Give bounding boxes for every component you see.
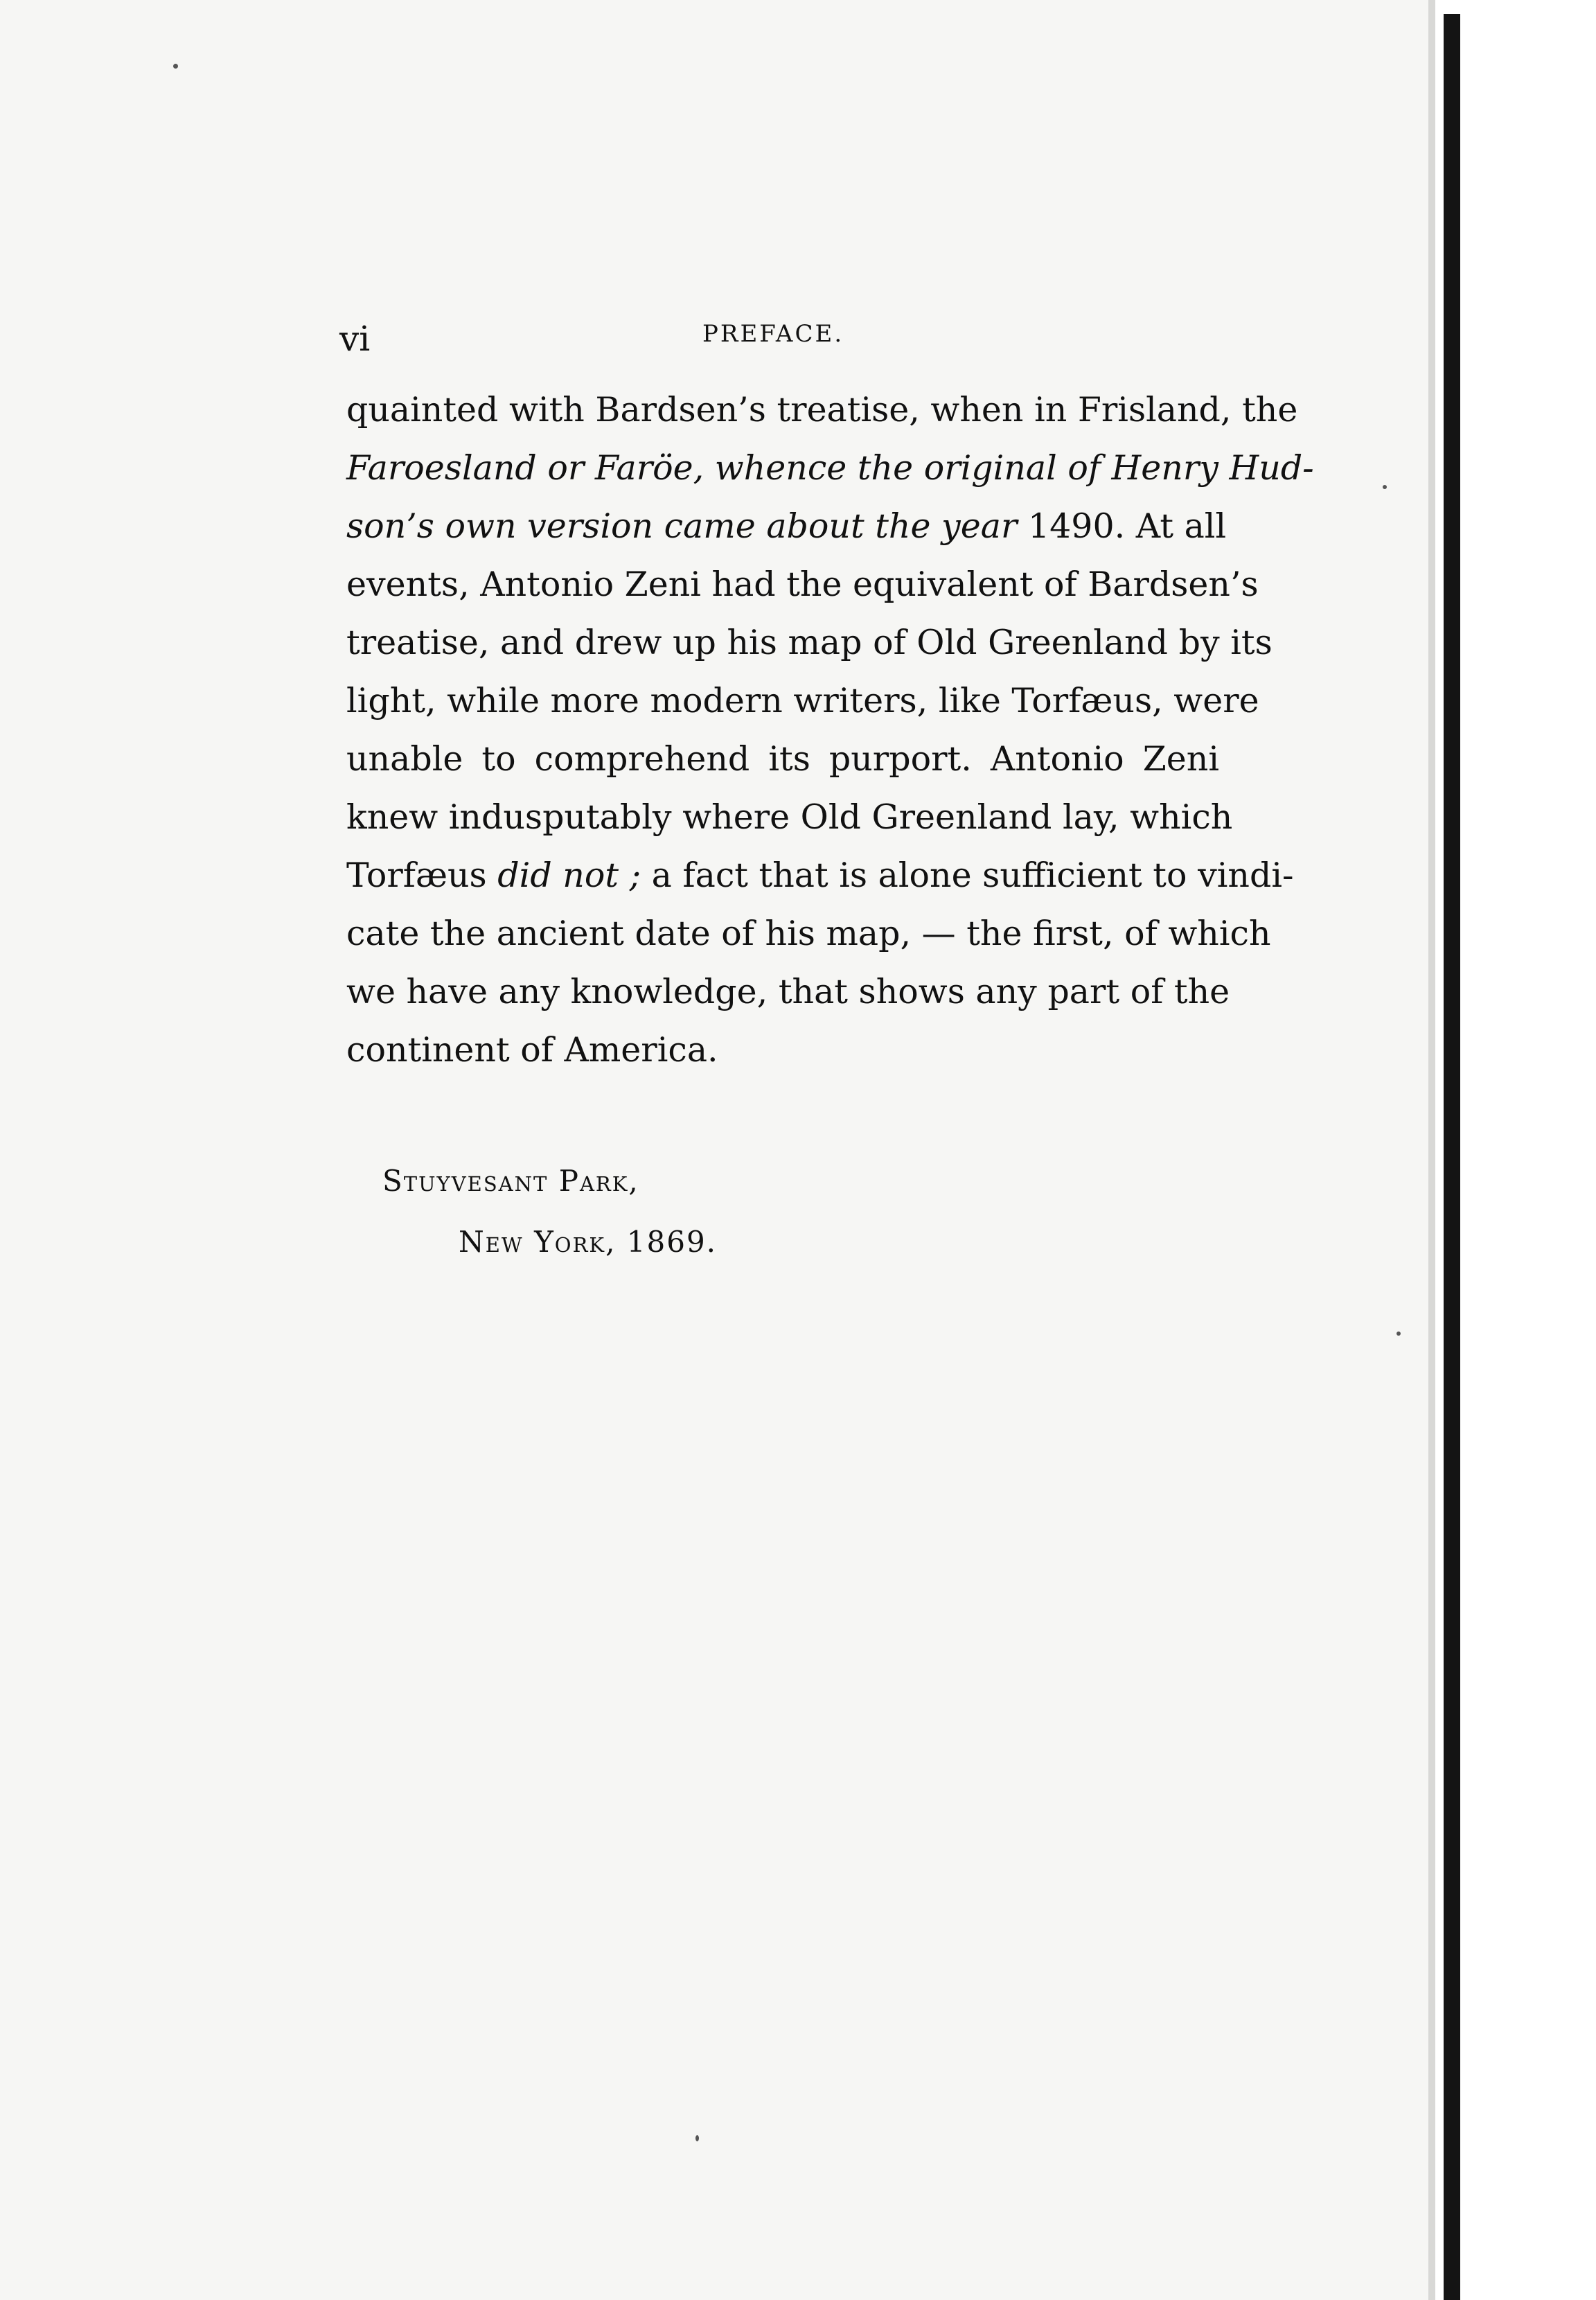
text-line	[346, 905, 1271, 963]
text-span: we have any knowledge, that shows any part of the	[346, 972, 1230, 1011]
text-line	[346, 381, 1298, 439]
text-line	[346, 614, 1273, 672]
text-span: knew indusputably where Old Greenland lay, which	[346, 797, 1233, 837]
text-line	[346, 497, 1227, 556]
ink-speck	[173, 64, 178, 69]
binding-shadow	[1444, 14, 1460, 2300]
preface-paragraph	[346, 381, 1314, 1079]
running-head	[339, 305, 1219, 381]
text-line	[346, 439, 1314, 497]
signature-block	[382, 1164, 717, 1259]
text-span: treatise, and drew up his map of Old Greenland by its	[346, 623, 1273, 662]
text-span: 1490. At all	[1017, 506, 1227, 546]
text-span: Torfæus	[346, 856, 498, 895]
text-line	[346, 788, 1233, 847]
text-span: continent of America.	[346, 1030, 718, 1070]
ink-speck	[1383, 485, 1387, 489]
text-span: cate the ancient date of his map, — the first, of which	[346, 914, 1271, 953]
italic-span: did not ;	[497, 856, 641, 895]
text-line	[346, 963, 1230, 1021]
page-number: vi	[339, 319, 371, 359]
text-span: unable to comprehend its purport. Antonio Zeni	[346, 739, 1219, 779]
signature-city-date: New York, 1869.	[459, 1225, 718, 1259]
facing-page-edge	[1460, 0, 1596, 2300]
text-line	[346, 847, 1294, 905]
signature-place: Stuyvesant Park,	[382, 1164, 639, 1198]
ink-speck	[1396, 1332, 1401, 1336]
page-edge	[1428, 0, 1435, 2300]
running-head-title: PREFACE.	[702, 320, 844, 348]
text-line	[346, 672, 1259, 730]
text-span: events, Antonio Zeni had the equivalent of Bardsen’s	[346, 565, 1259, 604]
italic-span: son’s own version came about the year	[346, 506, 1018, 546]
italic-span: Faroesland or Faröe, whence the original of Henry Hud-	[346, 448, 1314, 488]
text-span: quainted with Bardsen’s treatise, when in Frisland, the	[346, 390, 1298, 430]
ink-speck	[695, 2135, 699, 2141]
page-text	[339, 305, 1314, 1079]
text-line	[346, 556, 1259, 614]
text-line	[346, 730, 1219, 788]
text-span: light, while more modern writers, like Torfæus, were	[346, 681, 1259, 720]
text-line	[346, 1021, 1219, 1079]
text-span: a fact that is alone sufficient to vindi-	[641, 856, 1294, 895]
